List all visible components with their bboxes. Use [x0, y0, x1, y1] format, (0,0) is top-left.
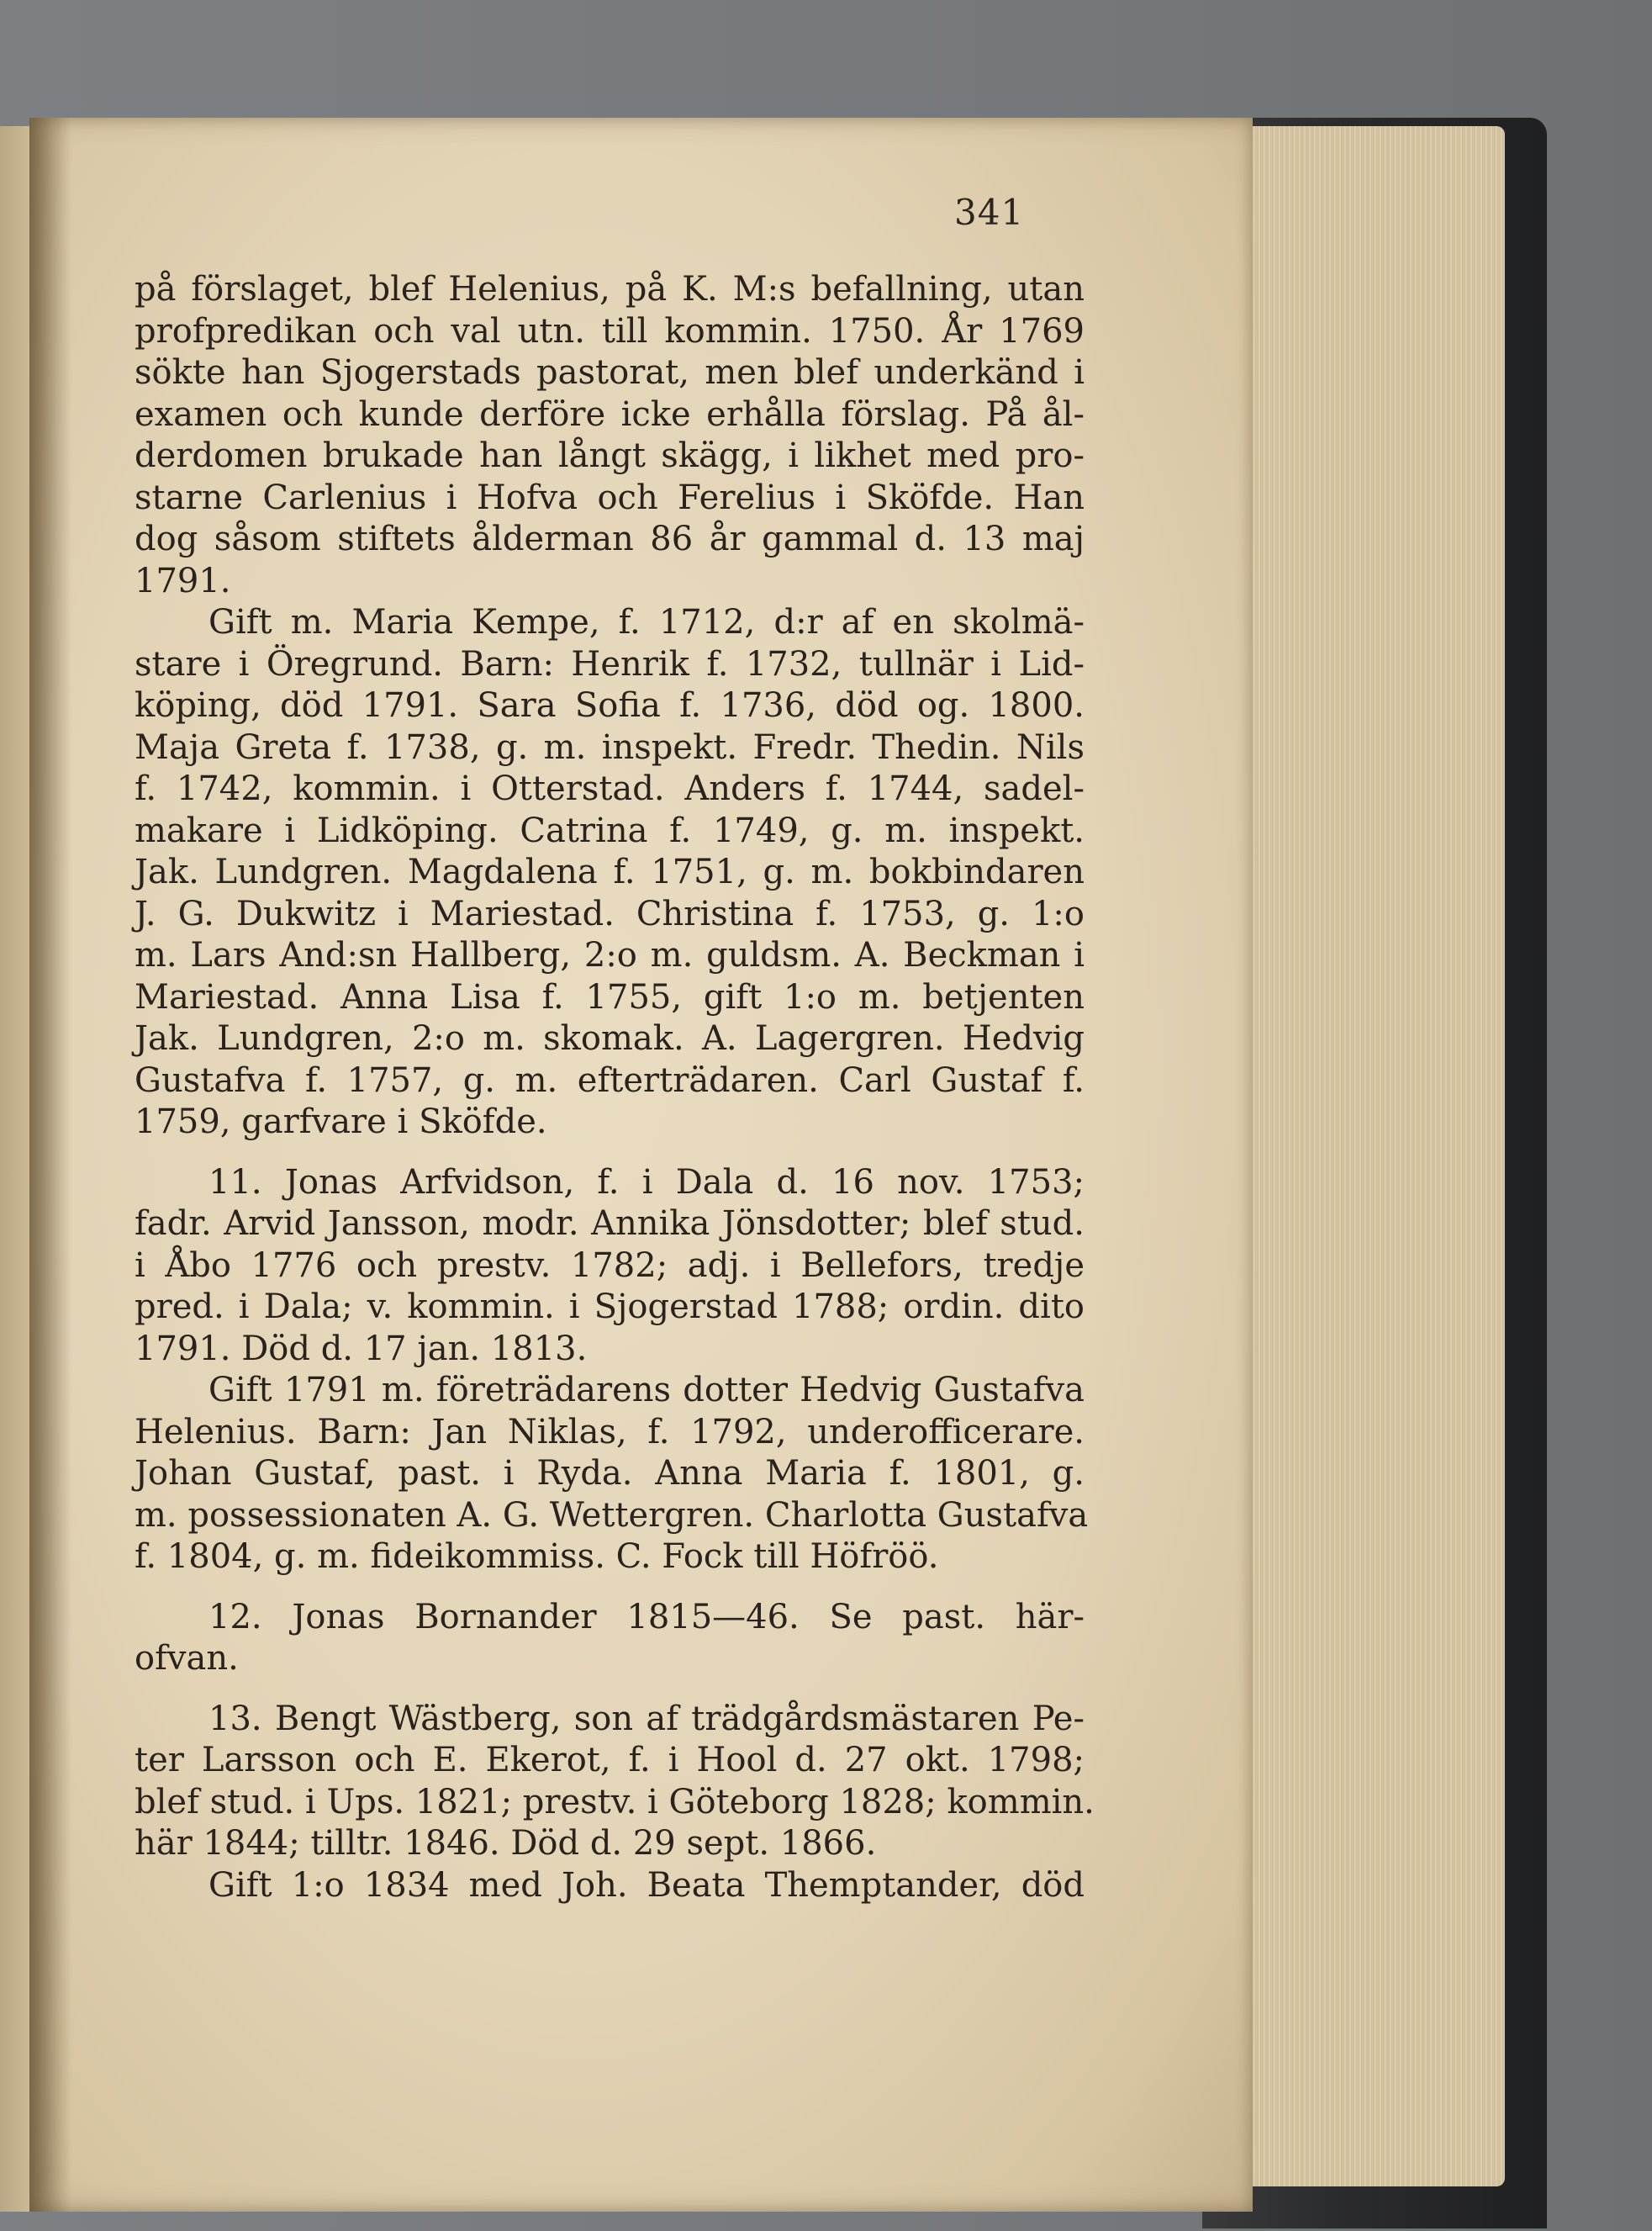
text-line: stare i Öregrund. Barn: Henrik f. 1732, tullnär i Lid-: [135, 644, 1085, 684]
text-line: examen och kunde derföre icke erhålla förslag. På ål-: [135, 394, 1085, 434]
text-line: Johan Gustaf, past. i Ryda. Anna Maria f. 1801, g.: [135, 1454, 1085, 1493]
text-line: derdomen brukade han långt skägg, i likhet med pro-: [135, 436, 1085, 475]
text-line: 12. Jonas Bornander 1815—46. Se past. här-: [208, 1597, 1085, 1636]
text-line: dog såsom stiftets ålderman 86 år gammal d. 13 maj: [135, 520, 1085, 558]
text-line: m. possessionaten A. G. Wettergren. Charlotta Gustafva: [135, 1495, 1089, 1535]
text-line: ter Larsson och E. Ekerot, f. i Hool d. 27 okt. 1798;: [135, 1741, 1085, 1779]
text-line: f. 1804, g. m. fideikommiss. C. Fock till Höfröö.: [135, 1537, 939, 1576]
text-line: 13. Bengt Wästberg, son af trädgårdsmästaren Pe-: [208, 1699, 1085, 1738]
paragraph-gap: [135, 1680, 1085, 1699]
text-line: 1759, garfvare i Sköfde.: [135, 1102, 547, 1141]
text-line: sökte han Sjogerstads pastorat, men blef underkänd i: [135, 353, 1085, 392]
page-gutter: [29, 118, 71, 2212]
text-line: pred. i Dala; v. kommin. i Sjogerstad 1788; ordin. dito: [135, 1287, 1085, 1326]
page-number: 341: [954, 192, 1025, 233]
page-edges: [1236, 126, 1505, 2186]
text-line: Mariestad. Anna Lisa f. 1755, gift 1:o m. betjenten: [135, 977, 1085, 1017]
text-line: profpredikan och val utn. till kommin. 1750. År 1769: [135, 311, 1085, 351]
page-text: [135, 269, 1095, 1906]
text-line: Gift 1:o 1834 med Joh. Beata Themptander, död: [208, 1865, 1085, 1905]
text-line: J. G. Dukwitz i Mariestad. Christina f. 1753, g. 1:o: [135, 894, 1085, 933]
text-line: m. Lars And:sn Hallberg, 2:o m. guldsm. A. Beckman i: [135, 936, 1085, 975]
text-line: här 1844; tilltr. 1846. Död d. 29 sept. 1866.: [135, 1824, 877, 1863]
text-line: makare i Lidköping. Catrina f. 1749, g. m. inspekt.: [135, 811, 1085, 850]
text-line: f. 1742, kommin. i Otterstad. Anders f. 1744, sadel-: [135, 769, 1085, 808]
text-line: Gift m. Maria Kempe, f. 1712, d:r af en skolmä-: [208, 603, 1085, 642]
text-line: 11. Jonas Arfvidson, f. i Dala d. 16 nov. 1753;: [208, 1162, 1085, 1202]
text-line: 1791.: [135, 561, 231, 600]
paragraph-gap: [135, 1144, 1085, 1162]
text-line: köping, död 1791. Sara Sofia f. 1736, död og. 1800.: [135, 686, 1085, 725]
text-line: blef stud. i Ups. 1821; prestv. i Göteborg 1828; kommin.: [135, 1782, 1095, 1821]
paragraph-gap: [135, 1578, 1085, 1597]
text-line: Helenius. Barn: Jan Niklas, f. 1792, underofficerare.: [135, 1412, 1085, 1451]
text-line: Jak. Lundgren. Magdalena f. 1751, g. m. bokbindaren: [135, 853, 1085, 891]
text-line: Jak. Lundgren, 2:o m. skomak. A. Lagergren. Hedvig: [135, 1019, 1085, 1058]
text-line: i Åbo 1776 och prestv. 1782; adj. i Bellefors, tredje: [135, 1245, 1085, 1285]
text-line: starne Carlenius i Hofva och Ferelius i Sköfde. Han: [135, 478, 1085, 517]
text-line: ofvan.: [135, 1639, 239, 1678]
text-line: 1791. Död d. 17 jan. 1813.: [135, 1329, 588, 1368]
text-line: Maja Greta f. 1738, g. m. inspekt. Fredr. Thedin. Nils: [135, 727, 1085, 767]
text-line: Gustafva f. 1757, g. m. efterträdaren. Carl Gustaf f.: [135, 1060, 1085, 1100]
text-line: fadr. Arvid Jansson, modr. Annika Jönsdotter; blef stud.: [135, 1204, 1085, 1243]
text-line: på förslaget, blef Helenius, på K. M:s befallning, utan: [135, 270, 1085, 309]
text-line: Gift 1791 m. företrädarens dotter Hedvig Gustafva: [208, 1371, 1085, 1409]
